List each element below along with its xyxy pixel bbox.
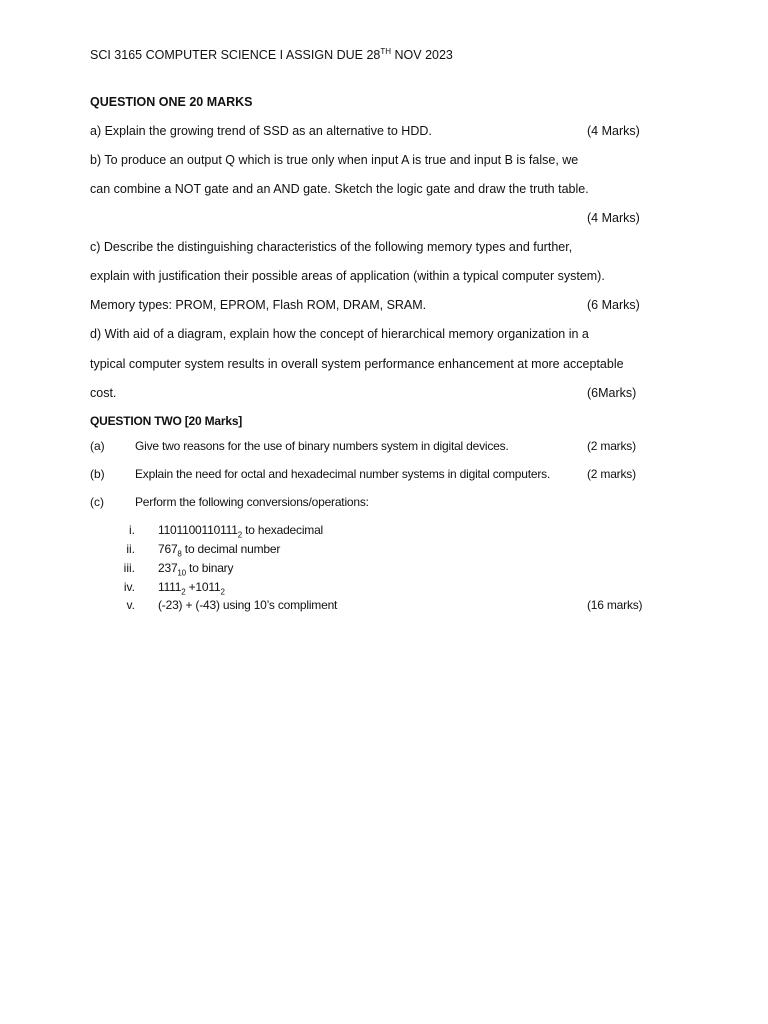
- q2-part-b-marks: (2 marks): [587, 467, 636, 481]
- q1-part-c-marks: (6 Marks): [587, 298, 640, 312]
- q1-part-d-marks: (6Marks): [587, 386, 637, 400]
- question-two-title: QUESTION TWO [20 Marks]: [90, 414, 243, 428]
- q1-part-d-line2: typical computer system results in overall system performance enhancement at more acceptable: [90, 357, 624, 371]
- q2-part-a-text: Give two reasons for the use of binary numbers system in digital devices.: [135, 439, 509, 453]
- list-item-number: v.: [126, 598, 135, 612]
- question-one-title: QUESTION ONE 20 MARKS: [90, 95, 253, 109]
- q2-part-b-text: Explain the need for octal and hexadecimal number systems in digital computers.: [135, 467, 551, 481]
- list-item-number: i.: [129, 523, 135, 537]
- list-item: (-23) + (-43) using 10’s compliment: [158, 598, 338, 612]
- list-item: $1111_2 +1011_2$: [158, 580, 225, 597]
- assignment-header: SCI 3165 COMPUTER SCIENCE I ASSIGN DUE 28TH NOV 2023: [90, 46, 453, 62]
- q1-part-d-line1: d) With aid of a diagram, explain how the concept of hierarchical memory organization in a: [90, 327, 589, 341]
- q1-part-b-line1: b) To produce an output Q which is true only when input A is true and input B is false, we: [90, 153, 579, 167]
- q1-part-a-text: a) Explain the growing trend of SSD as an alternative to HDD.: [90, 124, 432, 138]
- q2-part-a-label: (a): [90, 439, 105, 453]
- q1-part-b-line2: can combine a NOT gate and an AND gate. Sketch the logic gate and draw the truth table.: [90, 182, 589, 196]
- list-item-number: iii.: [123, 561, 135, 575]
- list-item: $237_{10}$ to binary: [158, 561, 234, 578]
- q1-part-b-marks: (4 Marks): [587, 211, 640, 225]
- q2-part-a-marks: (2 marks): [587, 439, 636, 453]
- q1-part-d-line3: cost.: [90, 386, 117, 400]
- list-item-number: ii.: [126, 542, 135, 556]
- q2-part-c-label: (c): [90, 495, 104, 509]
- q2-part-b-label: (b): [90, 467, 105, 481]
- q2-part-c-text: Perform the following conversions/operations:: [135, 495, 369, 509]
- q1-part-c-line2: explain with justification their possible areas of application (within a typical computer system).: [90, 269, 605, 283]
- q1-part-c-line3: Memory types: PROM, EPROM, Flash ROM, DRAM, SRAM.: [90, 298, 427, 312]
- q1-part-c-line1: c) Describe the distinguishing characteristics of the following memory types and further,: [90, 240, 573, 254]
- list-item: $767_8$ to decimal number: [158, 542, 281, 559]
- list-item: $1101100110111_2$ to hexadecimal: [158, 523, 324, 540]
- q1-part-a-marks: (4 Marks): [587, 124, 640, 138]
- q2-part-c-marks: (16 marks): [587, 598, 643, 612]
- list-item-number: iv.: [123, 580, 135, 594]
